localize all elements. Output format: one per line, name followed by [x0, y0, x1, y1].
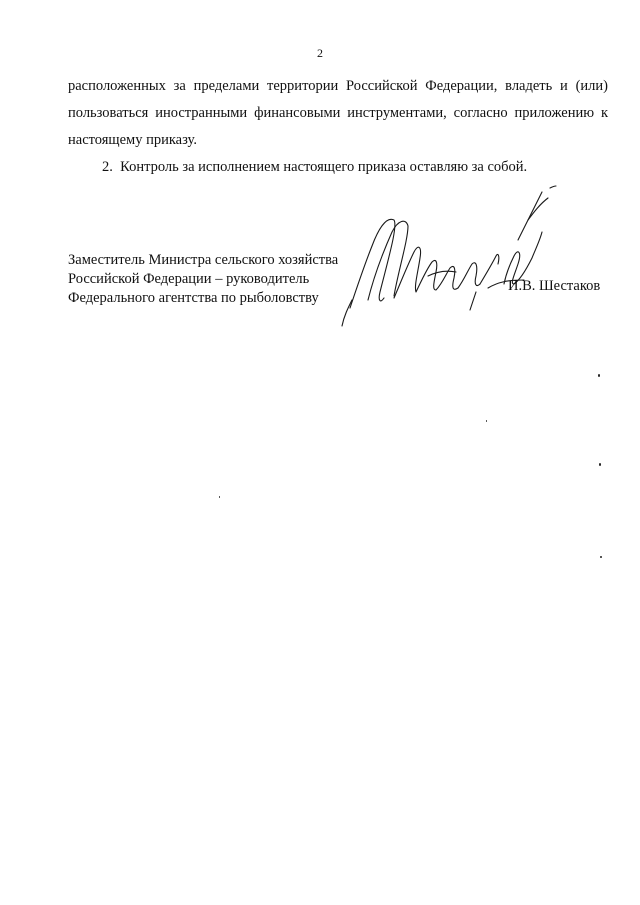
- page-number: 2: [317, 46, 323, 60]
- scan-artifact: [600, 556, 602, 558]
- signatory-position-line: Российской Федерации – руководитель: [68, 271, 310, 287]
- paragraph-1-line: расположенных за пределами территории Российской Федерации, владеть и (или): [68, 78, 608, 94]
- paragraph-1-line: пользоваться иностранными финансовыми инструментами, согласно приложению к: [68, 105, 608, 121]
- signatory-position-line: Заместитель Министра сельского хозяйства: [68, 252, 339, 268]
- paragraph-1: [68, 73, 608, 154]
- signatory-name: И.В. Шестаков: [508, 278, 601, 294]
- paragraph-2-number: 2.: [102, 159, 113, 175]
- scan-artifact: [598, 374, 600, 377]
- scan-artifact: [486, 420, 487, 422]
- scan-artifact: [599, 463, 601, 466]
- paragraph-2: [68, 154, 608, 181]
- handwritten-signature: [328, 180, 568, 340]
- document-body: [68, 73, 608, 181]
- signatory-position-line: Федерального агентства по рыболовству: [68, 290, 319, 306]
- paragraph-2-text: Контроль за исполнением настоящего приказа оставляю за собой.: [120, 159, 528, 175]
- signatory-position: [68, 251, 338, 308]
- scan-artifact: [219, 496, 220, 498]
- paragraph-1-line: настоящему приказу.: [68, 132, 197, 148]
